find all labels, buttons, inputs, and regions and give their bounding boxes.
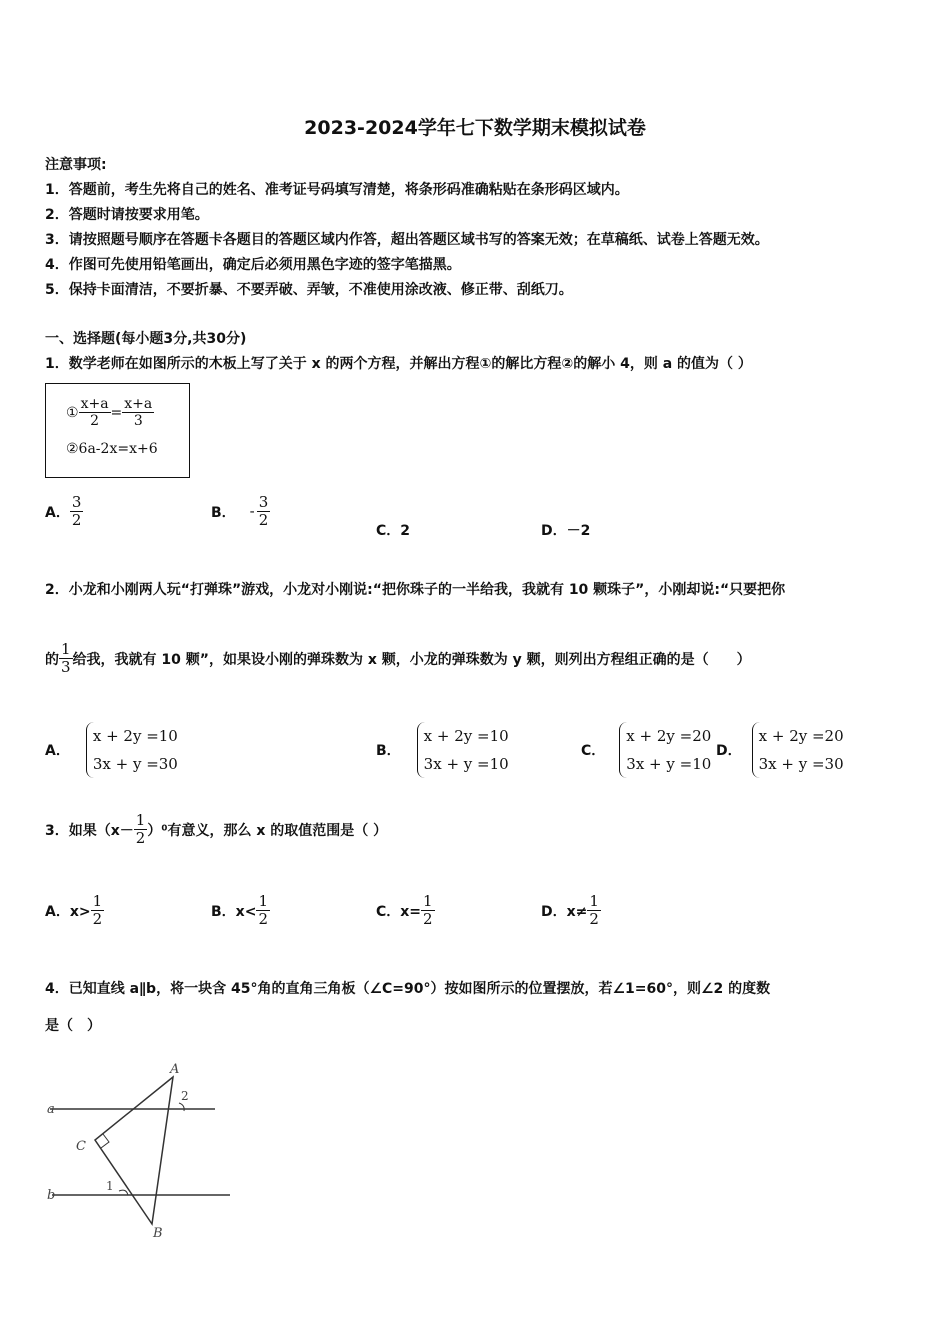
label-b: b xyxy=(47,1188,56,1203)
q3-option-c-fraction xyxy=(421,893,435,929)
q2-a-eq1: x + 2y =10 xyxy=(92,727,178,745)
q3-d-num: 1 xyxy=(589,892,599,910)
q1-option-b-sign: - xyxy=(249,503,255,520)
q2-a-eq2: 3x + y =30 xyxy=(92,755,178,773)
q3-d-den: 2 xyxy=(589,910,599,929)
label-A: A xyxy=(170,1062,180,1077)
q1-b-den: 2 xyxy=(258,511,269,530)
q3-fraction xyxy=(134,812,148,848)
q2-b-eq2: 3x + y =10 xyxy=(423,755,509,773)
q2-d-eq2: 3x + y =30 xyxy=(758,755,844,773)
q3-option-d-label: D．x≠ xyxy=(541,903,588,920)
q1-option-a-label: A． xyxy=(45,504,70,521)
board-equation-1 xyxy=(66,396,154,429)
q1-a-den: 2 xyxy=(71,511,82,530)
q2-option-a-system xyxy=(86,722,178,778)
board-equation-2: ②6a-2x=x+6 xyxy=(66,441,158,457)
q2-frac-num: 1 xyxy=(61,640,71,658)
q2-d-eq1: x + 2y =20 xyxy=(758,727,844,745)
notice-heading: 注意事项: xyxy=(45,157,107,173)
q2-frac-den: 3 xyxy=(61,658,71,677)
q2-option-c xyxy=(581,722,711,778)
question-4-line-2: 是（ ） xyxy=(45,1018,101,1034)
eq1-right-fraction xyxy=(122,396,154,429)
q2-option-a xyxy=(45,722,178,778)
q3-option-c xyxy=(376,893,435,929)
q2-b-eq1: x + 2y =10 xyxy=(423,727,509,745)
q2-c-eq1: x + 2y =20 xyxy=(626,727,712,745)
q4-triangle-figure xyxy=(40,1055,240,1240)
q1-option-b-label: B． xyxy=(211,504,236,521)
q3-frac-num: 1 xyxy=(135,811,146,829)
question-4-line-1: 4．已知直线 a∥b，将一块含 45°角的直角三角板（∠C=90°）按如图所示的位置摆放，若∠1=60°，则∠2 的度数 xyxy=(45,981,771,997)
q1-board-figure xyxy=(45,383,190,478)
right-angle-mark xyxy=(101,1134,109,1148)
q3-option-b-fraction xyxy=(256,893,270,929)
eq1-equals: = xyxy=(110,404,123,421)
label-B: B xyxy=(153,1226,163,1240)
label-C: C xyxy=(76,1139,86,1154)
question-3-text xyxy=(45,812,387,848)
q2-fraction xyxy=(59,641,73,677)
notice-item-2: 2．答题时请按要求用笔。 xyxy=(45,207,209,223)
q3-b-den: 2 xyxy=(258,910,268,929)
eq1-left-num: x+a xyxy=(80,396,109,412)
q3-a-den: 2 xyxy=(92,910,103,929)
q3-text-pre: 3．如果（x－ xyxy=(45,822,134,839)
section-heading: 一、选择题(每小题3分,共30分) xyxy=(45,331,247,347)
q2-line2-post: 给我，我就有 10 颗”，如果设小刚的弹珠数为 x 颗，小龙的弹珠数为 y 颗，则列出方程组正确的是（ ） xyxy=(72,651,751,668)
q2-option-d-system xyxy=(752,722,844,778)
q3-option-b-label: B．x< xyxy=(211,903,257,920)
q3-option-a xyxy=(45,893,104,929)
eq1-mark: ① xyxy=(66,404,79,421)
q1-option-a-fraction xyxy=(70,494,84,530)
notice-item-3: 3．请按照题号顺序在答题卡各题目的答题区域内作答，超出答题区域书写的答案无效；在草稿纸、试卷上答题无效。 xyxy=(45,232,769,248)
q2-option-b xyxy=(376,722,509,778)
q2-line2-pre: 的 xyxy=(45,651,59,668)
q3-option-a-fraction xyxy=(91,893,105,929)
q3-option-d xyxy=(541,893,601,929)
q2-option-a-label: A． xyxy=(45,743,70,759)
q1-option-d: D．－2 xyxy=(541,523,591,539)
q1-option-c: C．2 xyxy=(376,523,411,539)
eq1-right-den: 3 xyxy=(133,413,143,430)
q3-text-post: ）⁰有意义，那么 x 的取值范围是（ ） xyxy=(147,822,388,839)
q2-option-b-system xyxy=(417,722,509,778)
eq1-left-den: 2 xyxy=(90,413,100,430)
q3-option-d-fraction xyxy=(587,893,601,929)
q1-option-b-fraction xyxy=(257,494,271,530)
eq1-right-num: x+a xyxy=(124,396,153,412)
q3-frac-den: 2 xyxy=(135,829,146,848)
q1-b-num: 3 xyxy=(258,493,269,511)
q2-option-d-label: D． xyxy=(716,743,742,759)
q2-option-c-label: C． xyxy=(581,743,606,759)
q1-a-num: 3 xyxy=(71,493,82,511)
question-1-text: 1．数学老师在如图所示的木板上写了关于 x 的两个方程，并解出方程①的解比方程②的解小 4，则 a 的值为（ ） xyxy=(45,356,752,372)
label-angle-2: 2 xyxy=(181,1089,189,1103)
q3-c-num: 1 xyxy=(423,892,433,910)
q2-option-b-label: B． xyxy=(376,743,401,759)
notice-item-1: 1．答题前，考生先将自己的姓名、准考证号码填写清楚，将条形码准确粘贴在条形码区域内。 xyxy=(45,182,629,198)
q3-option-c-label: C．x= xyxy=(376,903,422,920)
q3-option-a-label: A．x> xyxy=(45,903,91,920)
label-a: a xyxy=(47,1102,55,1117)
eq1-left-fraction xyxy=(79,396,111,429)
question-2-line-2 xyxy=(45,641,751,677)
q3-a-num: 1 xyxy=(92,892,103,910)
triangle-abc xyxy=(95,1077,173,1224)
label-angle-1: 1 xyxy=(106,1179,114,1193)
q1-option-b xyxy=(211,494,270,530)
q2-option-c-system xyxy=(619,722,711,778)
q3-option-b xyxy=(211,893,270,929)
notice-item-5: 5．保持卡面清洁，不要折暴、不要弄破、弄皱，不准使用涂改液、修正带、刮纸刀。 xyxy=(45,282,573,298)
notice-item-4: 4．作图可先使用铅笔画出，确定后必须用黑色字迹的签字笔描黑。 xyxy=(45,257,461,273)
q2-c-eq2: 3x + y =10 xyxy=(626,755,712,773)
q2-option-d xyxy=(716,722,844,778)
page-title: 2023-2024学年七下数学期末模拟试卷 xyxy=(304,117,646,139)
question-2-line-1: 2．小龙和小刚两人玩“打弹珠”游戏，小龙对小刚说:“把你珠子的一半给我，我就有 10 颗珠子”，小刚却说:“只要把你 xyxy=(45,582,786,598)
angle-2-arc xyxy=(179,1103,184,1111)
q3-b-num: 1 xyxy=(258,892,268,910)
q1-option-a xyxy=(45,494,83,530)
q3-c-den: 2 xyxy=(423,910,433,929)
